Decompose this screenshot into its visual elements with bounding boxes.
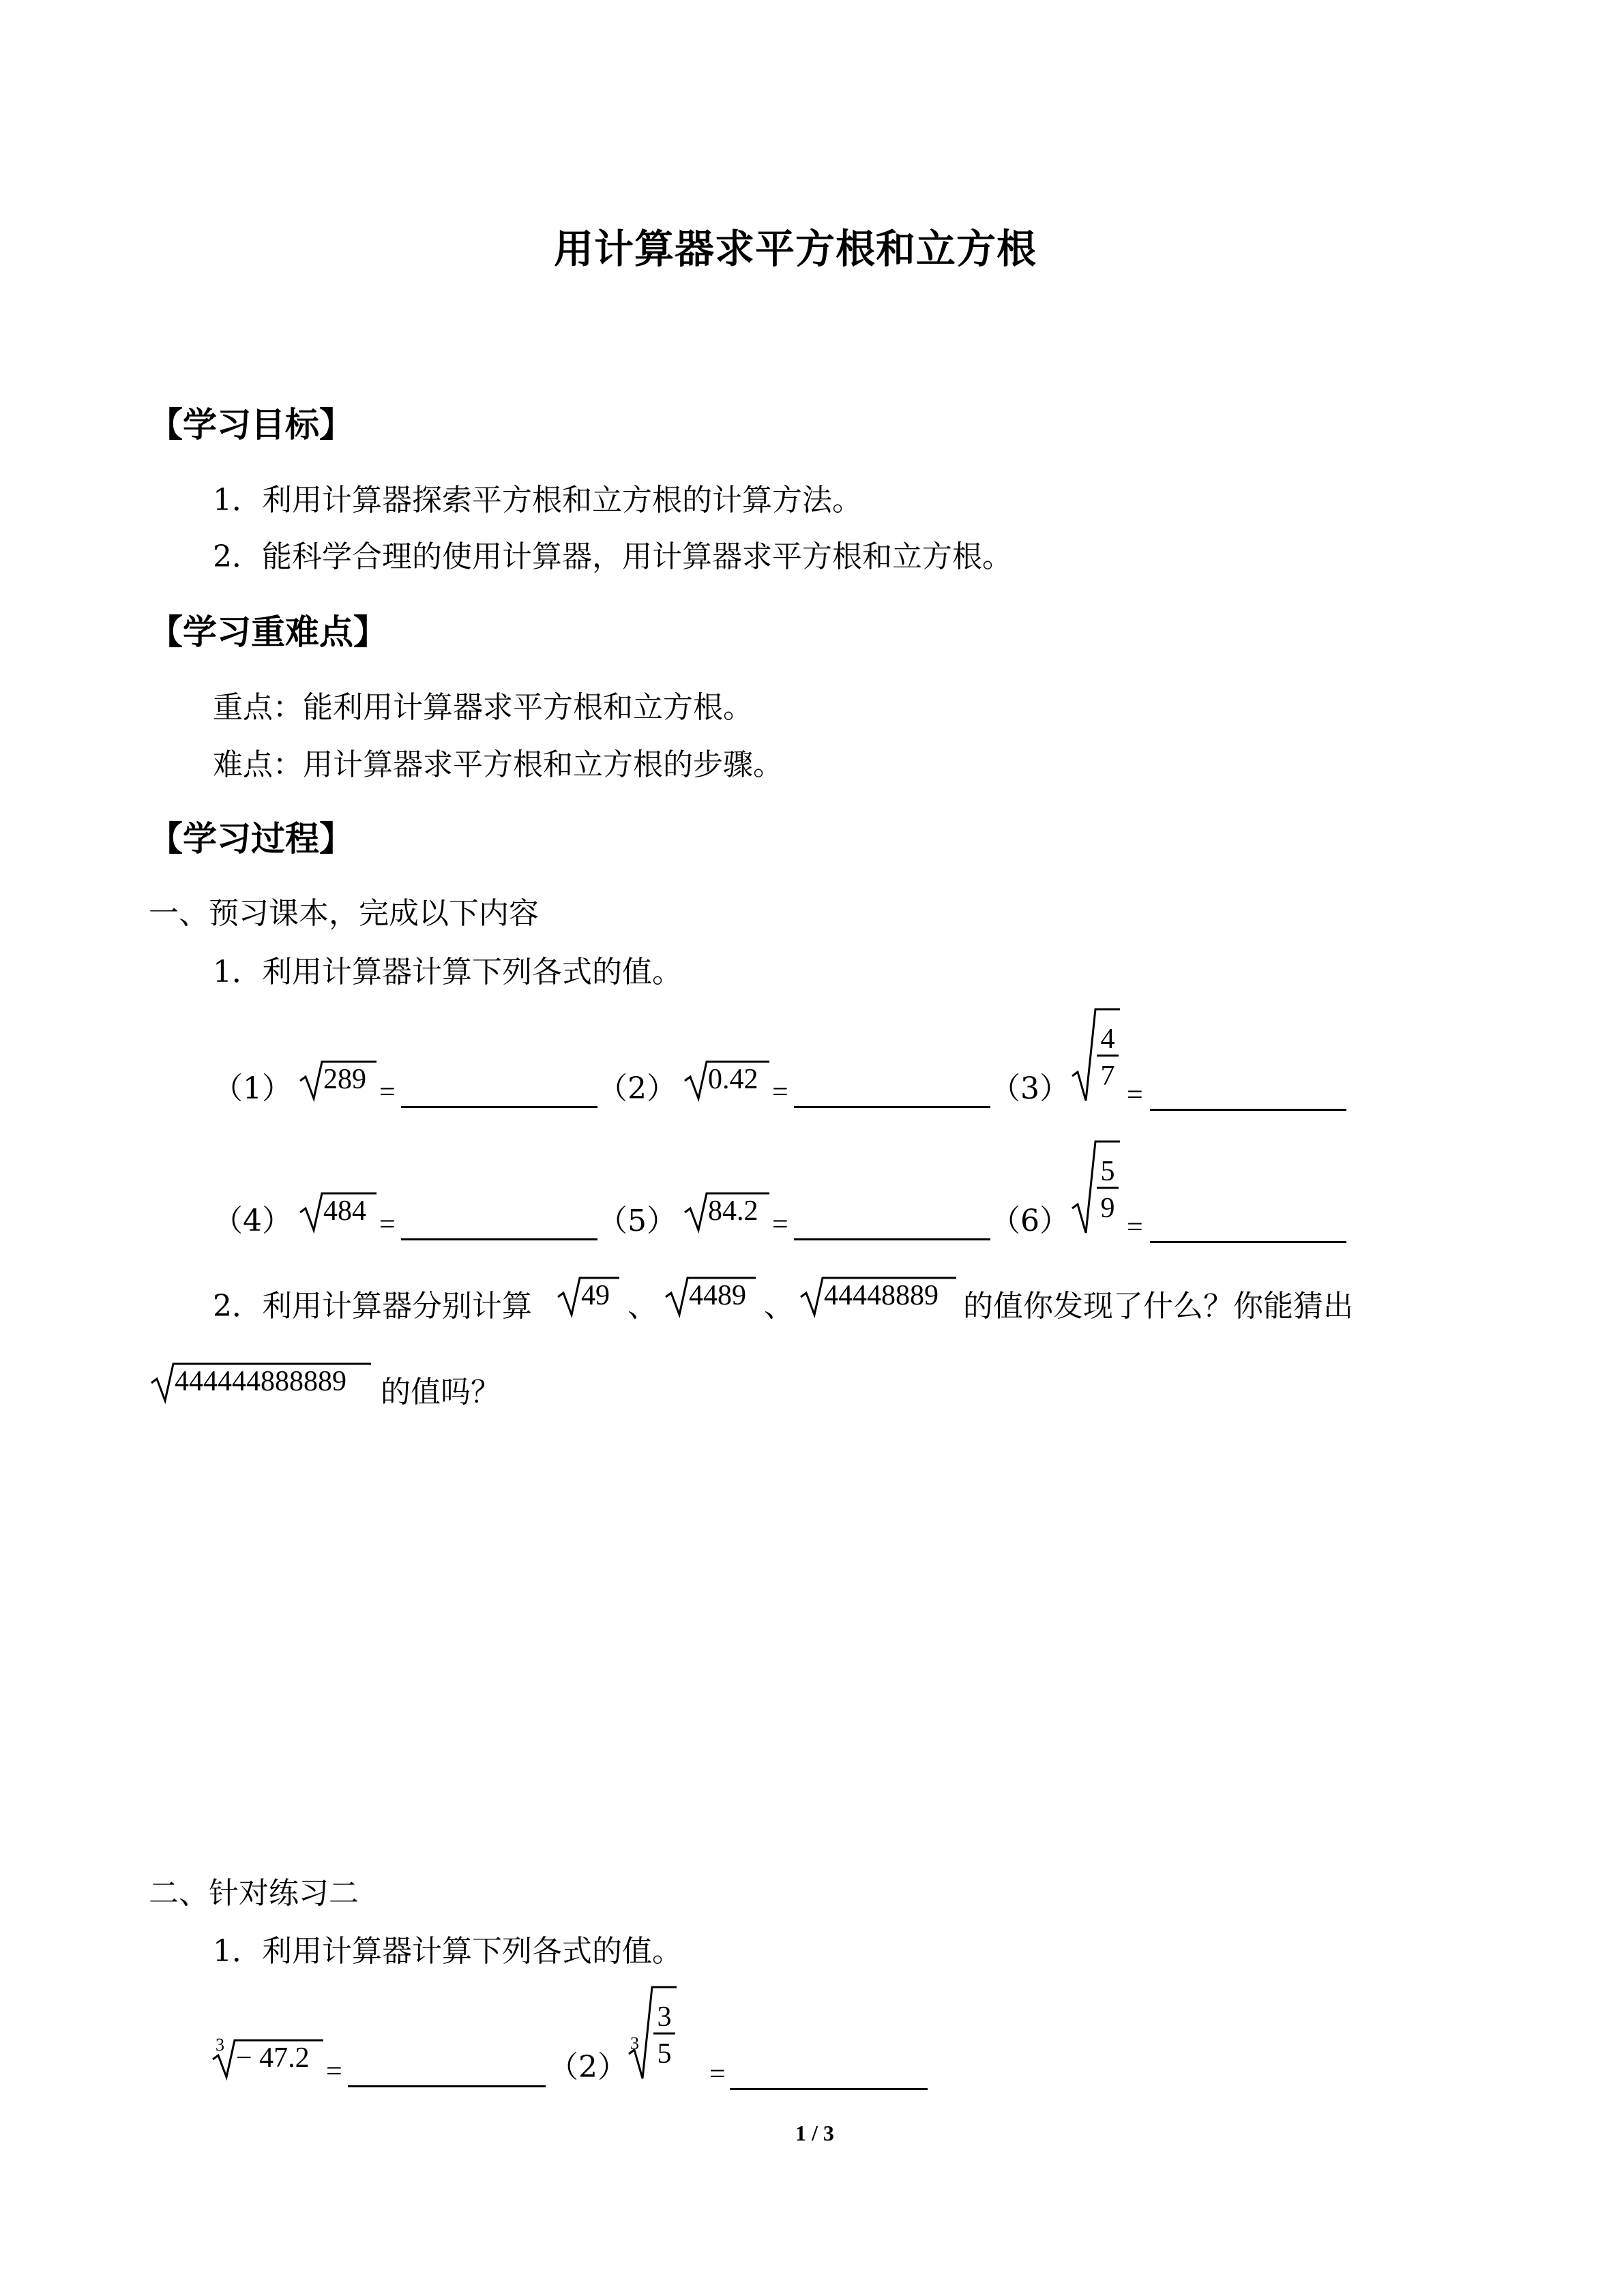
question-2-end: 的值吗？ [381, 1375, 501, 1410]
numerator: 3 [657, 2001, 672, 2033]
equals-sign: = [709, 2059, 726, 2090]
radicand: − 47.2 [236, 2042, 310, 2074]
page-number: 1 / 3 [795, 2121, 834, 2145]
equals-sign: = [772, 1209, 788, 1240]
item-label: （3） [990, 1071, 1069, 1106]
radicand: 49 [581, 1280, 610, 1311]
keypoint-item: 重点：能利用计算器求平方根和立方根。 [213, 690, 753, 725]
denominator: 9 [1100, 1193, 1115, 1224]
item-label: （2） [548, 2050, 628, 2085]
sqrt-fraction-expression [1072, 1008, 1127, 1103]
radicand: 84.2 [708, 1195, 758, 1227]
denominator: 5 [657, 2038, 672, 2070]
answer-blank[interactable] [794, 1079, 990, 1108]
radicand: 289 [323, 1064, 366, 1095]
separator: 、 [628, 1289, 658, 1324]
equals-sign: = [379, 1209, 396, 1240]
separator: 、 [764, 1289, 794, 1324]
radicand: 444444888889 [175, 1366, 346, 1397]
part2-question-1: 1．利用计算器计算下列各式的值。 [213, 1934, 682, 1969]
denominator: 7 [1100, 1060, 1115, 1092]
part1-heading: 一、预习课本，完成以下内容 [149, 896, 539, 931]
answer-blank[interactable] [1150, 1214, 1346, 1243]
root-index: 3 [216, 2035, 224, 2055]
sqrt-expression [666, 1277, 761, 1317]
answer-blank[interactable] [348, 2058, 546, 2087]
equals-sign: = [772, 1077, 788, 1108]
equals-sign: = [326, 2056, 342, 2087]
sqrt-expression [685, 1060, 780, 1101]
radicand: 0.42 [708, 1064, 758, 1095]
root-index: 3 [630, 2033, 639, 2053]
answer-blank[interactable] [401, 1211, 597, 1240]
cube-root-expression [213, 2035, 329, 2080]
answer-blank[interactable] [730, 2061, 928, 2090]
answer-blank[interactable] [794, 1211, 990, 1240]
part2-heading: 二、针对练习二 [149, 1876, 359, 1911]
question-2-suffix: 的值你发现了什么？你能猜出 [963, 1289, 1353, 1324]
numerator: 4 [1100, 1024, 1115, 1055]
keypoint-item: 难点：用计算器求平方根和立方根的步骤。 [213, 747, 783, 782]
answer-blank[interactable] [1150, 1082, 1346, 1111]
item-label: （1） [213, 1071, 292, 1106]
sqrt-expression [151, 1362, 377, 1403]
keypoints-heading: 【学习重难点】 [149, 612, 387, 652]
radicand: 4489 [689, 1280, 746, 1311]
cube-root-fraction-expression [629, 1986, 683, 2081]
page-title: 用计算器求平方根和立方根 [554, 226, 1037, 272]
radicand: 44448889 [824, 1280, 939, 1311]
item-label: （4） [213, 1204, 292, 1238]
sqrt-expression [300, 1192, 382, 1233]
sqrt-expression [558, 1277, 626, 1317]
part1-question-1: 1．利用计算器计算下列各式的值。 [213, 955, 682, 989]
radicand: 484 [323, 1195, 366, 1227]
numerator: 5 [1100, 1156, 1115, 1187]
goal-item: 1．利用计算器探索平方根和立方根的计算方法。 [213, 483, 862, 518]
item-label: （2） [597, 1071, 677, 1106]
process-heading: 【学习过程】 [149, 818, 353, 859]
sqrt-expression [801, 1277, 964, 1317]
item-label: （5） [597, 1204, 677, 1238]
question-2-prefix: 2．利用计算器分别计算 [213, 1289, 532, 1324]
equals-sign: = [379, 1077, 396, 1108]
sqrt-fraction-expression [1072, 1140, 1127, 1236]
sqrt-expression [300, 1060, 382, 1101]
goals-heading: 【学习目标】 [149, 404, 353, 445]
goal-item: 2．能科学合理的使用计算器，用计算器求平方根和立方根。 [213, 539, 1012, 574]
item-label: （6） [990, 1204, 1069, 1238]
sqrt-expression [685, 1192, 780, 1233]
answer-blank[interactable] [401, 1079, 597, 1108]
equals-sign: = [1127, 1212, 1143, 1243]
equals-sign: = [1127, 1079, 1143, 1111]
